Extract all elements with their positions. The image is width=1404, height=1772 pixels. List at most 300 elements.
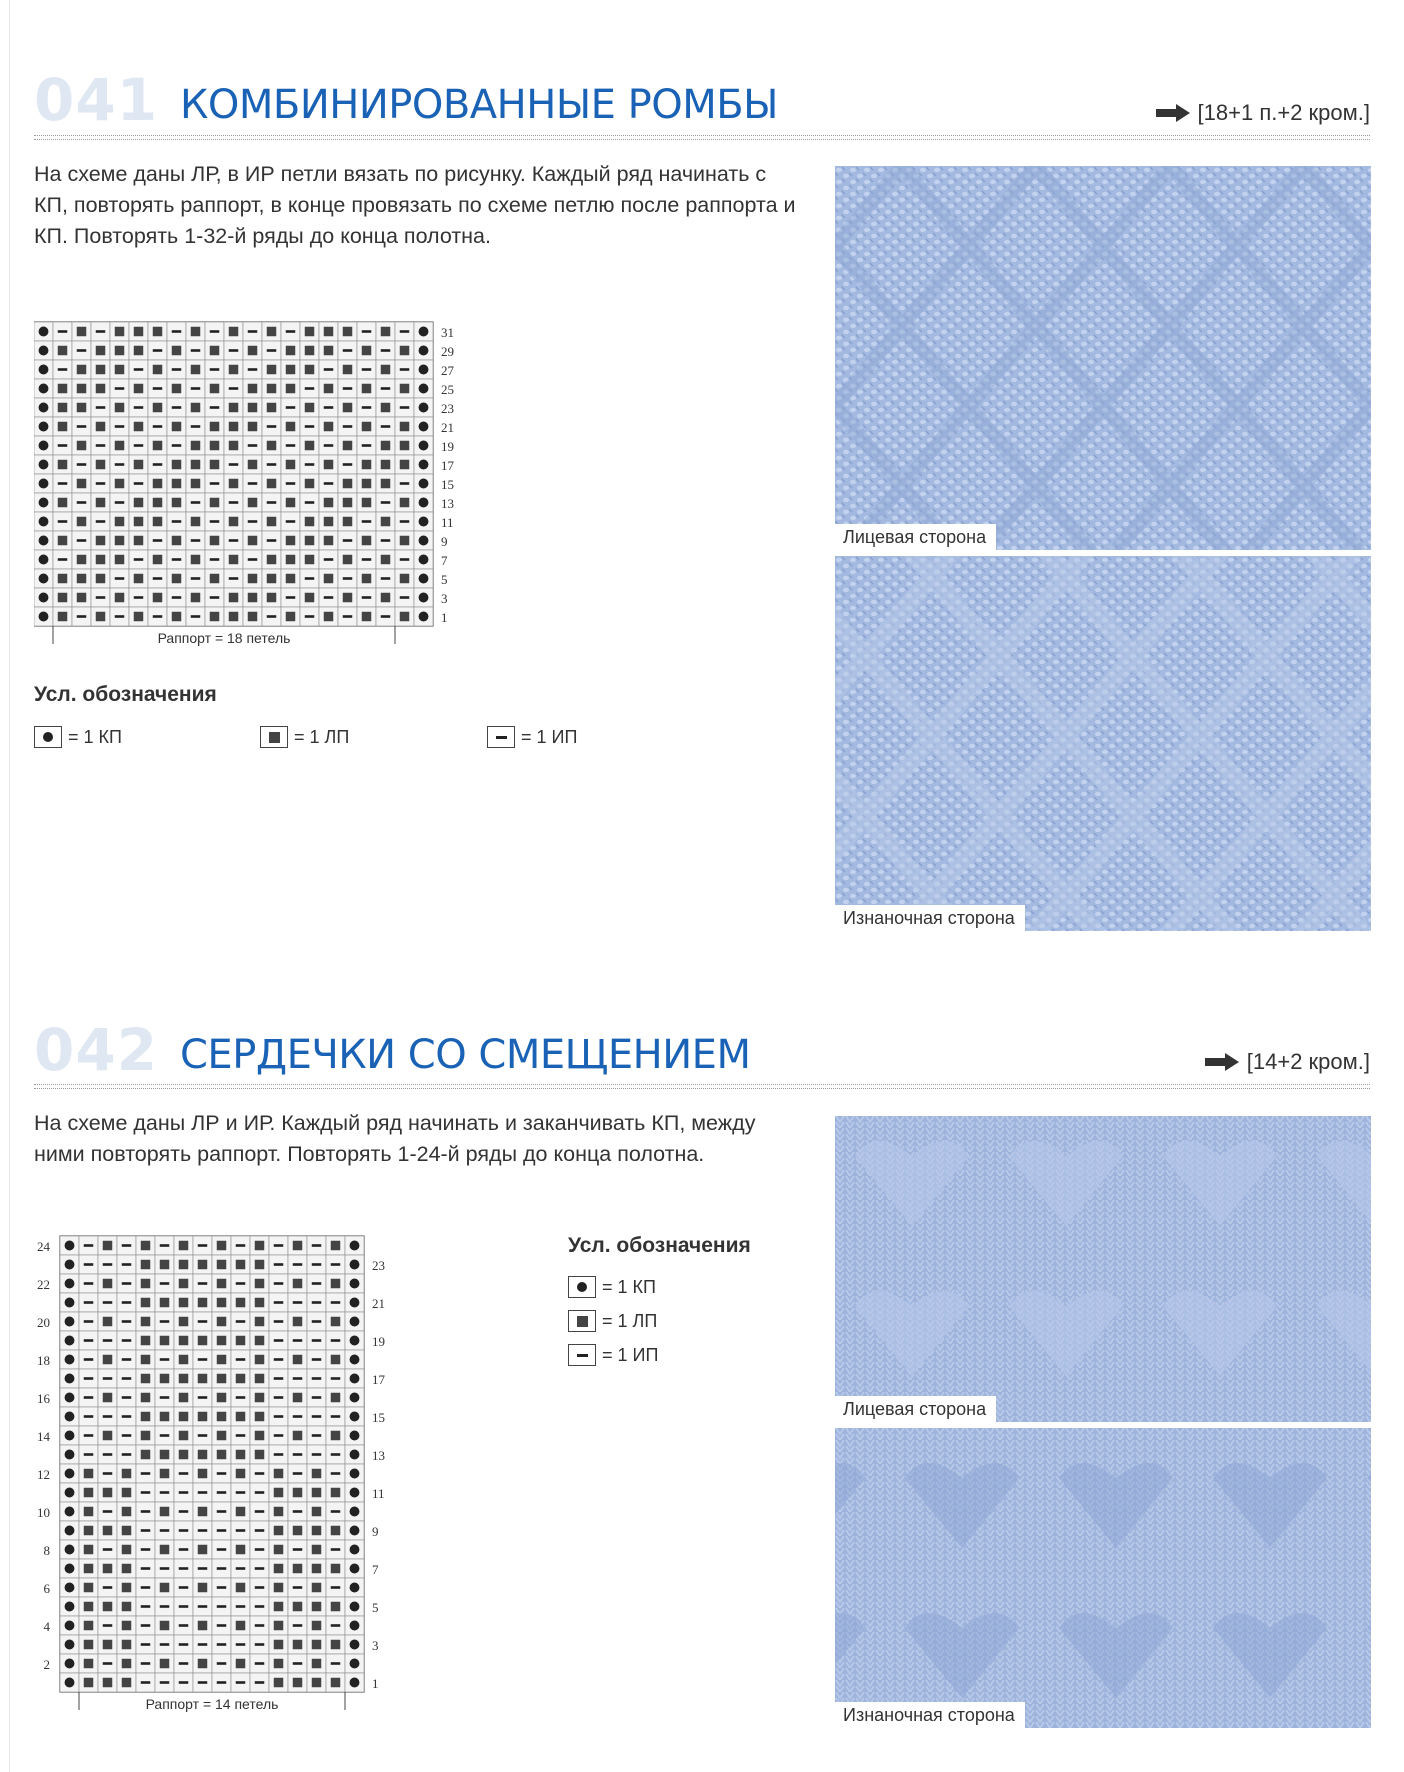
dash-icon bbox=[286, 330, 296, 333]
filled-square-icon bbox=[160, 1545, 170, 1555]
filled-square-icon bbox=[84, 1507, 94, 1517]
filled-square-icon bbox=[255, 1355, 265, 1365]
dash-icon bbox=[141, 1510, 151, 1513]
dash-icon bbox=[274, 1282, 284, 1285]
dash-icon bbox=[191, 539, 201, 542]
filled-square-icon bbox=[255, 1374, 265, 1384]
filled-square-icon bbox=[312, 1564, 322, 1574]
photo-label: Лицевая сторона bbox=[835, 1396, 996, 1422]
filled-square-icon bbox=[293, 1241, 303, 1251]
filled-square-icon bbox=[191, 365, 201, 375]
filled-square-icon bbox=[331, 1526, 341, 1536]
filled-square-icon bbox=[210, 441, 220, 451]
filled-square-icon bbox=[103, 1241, 113, 1251]
dash-icon bbox=[134, 596, 144, 599]
filled-square-icon bbox=[217, 1412, 227, 1422]
dash-icon bbox=[84, 1339, 94, 1342]
filled-square-icon bbox=[160, 1412, 170, 1422]
filled-square-icon bbox=[331, 1488, 341, 1498]
filled-square-icon bbox=[400, 422, 410, 432]
dash-icon bbox=[267, 615, 277, 618]
filled-square-icon bbox=[153, 555, 163, 565]
dash-icon bbox=[172, 406, 182, 409]
dash-icon bbox=[305, 463, 315, 466]
filled-square-icon bbox=[191, 479, 201, 489]
dash-icon bbox=[324, 406, 334, 409]
dash-icon bbox=[96, 596, 106, 599]
filled-square-icon bbox=[198, 1659, 208, 1669]
dash-icon bbox=[160, 1567, 170, 1570]
filled-square-icon bbox=[312, 1621, 322, 1631]
filled-square-icon bbox=[141, 1260, 151, 1270]
filled-square-icon bbox=[134, 422, 144, 432]
dot-icon bbox=[39, 441, 49, 451]
filled-square-icon bbox=[179, 1317, 189, 1327]
dash-icon bbox=[122, 1301, 132, 1304]
dash-icon bbox=[179, 1491, 189, 1494]
dash-icon bbox=[122, 1434, 132, 1437]
knit-texture-image bbox=[835, 1116, 1371, 1422]
dash-icon bbox=[84, 1453, 94, 1456]
photo-label: Лицевая сторона bbox=[835, 524, 996, 550]
filled-square-icon bbox=[248, 403, 258, 413]
filled-square-icon bbox=[179, 1431, 189, 1441]
filled-square-icon bbox=[229, 441, 239, 451]
dash-icon bbox=[331, 1263, 341, 1266]
filled-square-icon bbox=[255, 1431, 265, 1441]
row-number: 9 bbox=[441, 534, 448, 550]
filled-square-icon bbox=[103, 1488, 113, 1498]
dot-icon bbox=[419, 612, 429, 622]
filled-square-icon bbox=[84, 1469, 94, 1479]
filled-square-icon bbox=[305, 479, 315, 489]
dash-icon bbox=[331, 1548, 341, 1551]
dash-icon bbox=[84, 1358, 94, 1361]
filled-square-icon bbox=[343, 365, 353, 375]
dash-icon bbox=[362, 406, 372, 409]
filled-square-icon bbox=[312, 1583, 322, 1593]
filled-square-icon bbox=[236, 1298, 246, 1308]
dash-icon bbox=[286, 406, 296, 409]
dash-icon bbox=[141, 1643, 151, 1646]
filled-square-icon bbox=[217, 1241, 227, 1251]
filled-square-icon bbox=[293, 1317, 303, 1327]
dot-icon bbox=[39, 422, 49, 432]
filled-square-icon bbox=[58, 536, 68, 546]
pattern-title: СЕРДЕЧКИ СО СМЕЩЕНИЕМ bbox=[180, 1032, 751, 1078]
filled-square-icon bbox=[362, 384, 372, 394]
dot-icon bbox=[65, 1336, 75, 1346]
dash-icon bbox=[160, 1282, 170, 1285]
dot-icon bbox=[419, 365, 429, 375]
row-number: 21 bbox=[372, 1296, 385, 1312]
dot-icon bbox=[350, 1336, 360, 1346]
filled-square-icon bbox=[134, 384, 144, 394]
filled-square-icon bbox=[153, 441, 163, 451]
dash-icon bbox=[331, 1301, 341, 1304]
filled-square-icon bbox=[381, 441, 391, 451]
dot-icon bbox=[419, 346, 429, 356]
filled-square-icon bbox=[229, 422, 239, 432]
row-number: 31 bbox=[441, 325, 454, 341]
dash-icon bbox=[217, 1643, 227, 1646]
dash-icon bbox=[153, 425, 163, 428]
row-number: 20 bbox=[37, 1315, 50, 1331]
filled-square-icon bbox=[286, 346, 296, 356]
filled-square-icon bbox=[267, 593, 277, 603]
dash-icon bbox=[274, 1453, 284, 1456]
filled-square-icon bbox=[160, 1450, 170, 1460]
filled-square-icon bbox=[58, 346, 68, 356]
dash-icon bbox=[103, 1586, 113, 1589]
filled-square-icon bbox=[267, 441, 277, 451]
dash-icon bbox=[381, 425, 391, 428]
dash-icon bbox=[293, 1548, 303, 1551]
filled-square-icon bbox=[312, 1678, 322, 1688]
filled-square-icon bbox=[210, 384, 220, 394]
dot-icon bbox=[65, 1431, 75, 1441]
filled-square-icon bbox=[134, 460, 144, 470]
filled-square-icon bbox=[198, 1583, 208, 1593]
dash-icon bbox=[141, 1472, 151, 1475]
row-number: 23 bbox=[441, 401, 454, 417]
filled-square-icon bbox=[96, 574, 106, 584]
filled-square-icon bbox=[84, 1602, 94, 1612]
filled-square-icon bbox=[229, 403, 239, 413]
filled-square-icon bbox=[274, 1564, 284, 1574]
dot-icon bbox=[419, 460, 429, 470]
dash-icon bbox=[122, 1377, 132, 1380]
filled-square-icon bbox=[362, 422, 372, 432]
filled-square-icon bbox=[134, 517, 144, 527]
dot-icon bbox=[350, 1374, 360, 1384]
dot-icon bbox=[350, 1279, 360, 1289]
filled-square-icon bbox=[248, 574, 258, 584]
filled-square-icon bbox=[217, 1431, 227, 1441]
stitch-count-text: [14+2 кром.] bbox=[1246, 1049, 1370, 1074]
filled-square-icon bbox=[236, 1374, 246, 1384]
dash-icon bbox=[217, 1548, 227, 1551]
filled-square-icon bbox=[248, 422, 258, 432]
dot-icon bbox=[350, 1602, 360, 1612]
filled-square-icon bbox=[362, 460, 372, 470]
dash-icon bbox=[103, 1510, 113, 1513]
filled-square-icon bbox=[400, 612, 410, 622]
filled-square-icon bbox=[362, 346, 372, 356]
filled-square-icon bbox=[122, 1583, 132, 1593]
dash-icon bbox=[198, 1396, 208, 1399]
dot-icon bbox=[65, 1260, 75, 1270]
filled-square-icon bbox=[134, 346, 144, 356]
filled-square-icon bbox=[312, 1602, 322, 1612]
dash-icon bbox=[122, 1396, 132, 1399]
filled-square-icon bbox=[77, 479, 87, 489]
filled-square-icon bbox=[255, 1317, 265, 1327]
dot-icon bbox=[65, 1298, 75, 1308]
dot-icon bbox=[350, 1526, 360, 1536]
dash-icon bbox=[77, 463, 87, 466]
dash-icon bbox=[160, 1681, 170, 1684]
filled-square-icon bbox=[191, 517, 201, 527]
filled-square-icon bbox=[58, 574, 68, 584]
filled-square-icon bbox=[179, 1298, 189, 1308]
legend-item-kp bbox=[568, 1276, 656, 1298]
filled-square-icon bbox=[400, 536, 410, 546]
filled-square-icon bbox=[198, 1336, 208, 1346]
dash-icon bbox=[141, 1548, 151, 1551]
filled-square-icon bbox=[58, 460, 68, 470]
filled-square-icon bbox=[248, 384, 258, 394]
filled-square-icon bbox=[274, 1507, 284, 1517]
dot-icon bbox=[350, 1412, 360, 1422]
filled-square-icon bbox=[179, 1260, 189, 1270]
filled-square-icon bbox=[191, 460, 201, 470]
dash-icon bbox=[153, 615, 163, 618]
filled-square-icon bbox=[324, 517, 334, 527]
filled-square-icon bbox=[312, 1488, 322, 1498]
dash-icon bbox=[153, 387, 163, 390]
filled-square-icon bbox=[198, 1298, 208, 1308]
dot-icon bbox=[350, 1564, 360, 1574]
filled-square-icon bbox=[84, 1659, 94, 1669]
dash-icon bbox=[331, 1339, 341, 1342]
dash-icon bbox=[103, 1472, 113, 1475]
dash-icon bbox=[198, 1244, 208, 1247]
dash-icon bbox=[568, 1344, 596, 1366]
dash-icon bbox=[362, 520, 372, 523]
filled-square-icon bbox=[274, 1659, 284, 1669]
filled-square-icon bbox=[103, 1526, 113, 1536]
filled-square-icon bbox=[122, 1488, 132, 1498]
dash-icon bbox=[305, 387, 315, 390]
swatch-photo-front bbox=[835, 1116, 1371, 1422]
row-number: 1 bbox=[441, 610, 448, 626]
filled-square-icon bbox=[210, 574, 220, 584]
filled-square-icon bbox=[331, 1241, 341, 1251]
filled-square-icon bbox=[217, 1374, 227, 1384]
filled-square-icon bbox=[84, 1678, 94, 1688]
photo-label: Изнаночная сторона bbox=[835, 905, 1025, 931]
dot-icon bbox=[65, 1659, 75, 1669]
dash-icon bbox=[122, 1244, 132, 1247]
row-number: 11 bbox=[372, 1486, 385, 1502]
filled-square-icon bbox=[255, 1298, 265, 1308]
filled-square-icon bbox=[58, 422, 68, 432]
filled-square-icon bbox=[217, 1298, 227, 1308]
filled-square-icon bbox=[274, 1469, 284, 1479]
dash-icon bbox=[381, 387, 391, 390]
filled-square-icon bbox=[286, 365, 296, 375]
filled-square-icon bbox=[236, 1260, 246, 1270]
filled-square-icon bbox=[324, 536, 334, 546]
dot-icon bbox=[350, 1488, 360, 1498]
dash-icon bbox=[179, 1681, 189, 1684]
filled-square-icon bbox=[134, 498, 144, 508]
dash-icon bbox=[305, 425, 315, 428]
dash-icon bbox=[343, 387, 353, 390]
filled-square-icon bbox=[312, 1526, 322, 1536]
row-number: 13 bbox=[372, 1448, 385, 1464]
dash-icon bbox=[115, 425, 125, 428]
legend-text: = 1 ИП bbox=[521, 726, 578, 747]
dot-icon bbox=[65, 1241, 75, 1251]
filled-square-icon bbox=[274, 1640, 284, 1650]
filled-square-icon bbox=[179, 1374, 189, 1384]
filled-square-icon bbox=[331, 1355, 341, 1365]
filled-square-icon bbox=[324, 384, 334, 394]
dash-icon bbox=[198, 1605, 208, 1608]
filled-square-icon bbox=[153, 327, 163, 337]
filled-square-icon bbox=[103, 1564, 113, 1574]
filled-square-icon bbox=[96, 365, 106, 375]
dash-icon bbox=[77, 539, 87, 542]
row-number: 25 bbox=[441, 382, 454, 398]
filled-square-icon bbox=[84, 1621, 94, 1631]
filled-square-icon bbox=[274, 1526, 284, 1536]
filled-square-icon bbox=[103, 1317, 113, 1327]
legend-item-ip bbox=[487, 726, 577, 748]
dash-icon bbox=[115, 387, 125, 390]
dash-icon bbox=[210, 406, 220, 409]
dot-icon bbox=[350, 1298, 360, 1308]
dot-icon bbox=[350, 1583, 360, 1593]
filled-square-icon bbox=[160, 1260, 170, 1270]
dash-icon bbox=[172, 444, 182, 447]
filled-square-icon bbox=[179, 1336, 189, 1346]
dot-icon bbox=[419, 498, 429, 508]
dash-icon bbox=[172, 368, 182, 371]
legend-item-kp bbox=[34, 726, 122, 748]
row-number: 17 bbox=[441, 458, 454, 474]
row-number: 22 bbox=[37, 1277, 50, 1293]
dot-icon bbox=[350, 1317, 360, 1327]
dash-icon bbox=[179, 1662, 189, 1665]
filled-square-icon bbox=[236, 1450, 246, 1460]
filled-square-icon bbox=[160, 1374, 170, 1384]
filled-square-icon bbox=[293, 1431, 303, 1441]
row-number: 16 bbox=[37, 1391, 50, 1407]
filled-square-icon bbox=[324, 422, 334, 432]
dash-icon bbox=[236, 1567, 246, 1570]
filled-square-icon bbox=[381, 555, 391, 565]
dash-icon bbox=[153, 577, 163, 580]
dash-icon bbox=[312, 1282, 322, 1285]
dash-icon bbox=[312, 1396, 322, 1399]
dot-icon bbox=[419, 441, 429, 451]
filled-square-icon bbox=[362, 612, 372, 622]
dash-icon bbox=[312, 1339, 322, 1342]
dash-icon bbox=[267, 539, 277, 542]
filled-square-icon bbox=[217, 1450, 227, 1460]
filled-square-icon bbox=[286, 612, 296, 622]
filled-square-icon bbox=[217, 1355, 227, 1365]
filled-square-icon bbox=[381, 593, 391, 603]
filled-square-icon bbox=[172, 460, 182, 470]
dash-icon bbox=[400, 482, 410, 485]
dash-icon bbox=[324, 482, 334, 485]
filled-square-icon bbox=[274, 1488, 284, 1498]
filled-square-icon bbox=[103, 1678, 113, 1688]
filled-square-icon bbox=[293, 1488, 303, 1498]
dash-icon bbox=[236, 1282, 246, 1285]
filled-square-icon bbox=[179, 1279, 189, 1289]
filled-square-icon bbox=[293, 1602, 303, 1612]
filled-square-icon bbox=[293, 1640, 303, 1650]
dash-icon bbox=[84, 1244, 94, 1247]
legend-text: = 1 ЛП bbox=[294, 726, 350, 747]
row-number: 12 bbox=[37, 1467, 50, 1483]
dash-icon bbox=[179, 1605, 189, 1608]
dot-icon bbox=[350, 1545, 360, 1555]
dash-icon bbox=[274, 1339, 284, 1342]
dash-icon bbox=[324, 596, 334, 599]
filled-square-icon bbox=[122, 1640, 132, 1650]
dash-icon bbox=[58, 368, 68, 371]
filled-square-icon bbox=[236, 1507, 246, 1517]
filled-square-icon bbox=[172, 384, 182, 394]
dot-icon bbox=[39, 384, 49, 394]
dash-icon bbox=[248, 558, 258, 561]
dash-icon bbox=[267, 501, 277, 504]
filled-square-icon bbox=[58, 498, 68, 508]
dash-icon bbox=[160, 1358, 170, 1361]
filled-square-icon bbox=[312, 1659, 322, 1669]
filled-square-icon bbox=[362, 574, 372, 584]
dot-icon bbox=[65, 1374, 75, 1384]
filled-square-icon bbox=[229, 365, 239, 375]
dot-icon bbox=[65, 1640, 75, 1650]
filled-square-icon bbox=[179, 1241, 189, 1251]
dot-icon bbox=[419, 384, 429, 394]
dot-icon bbox=[65, 1450, 75, 1460]
filled-square-icon bbox=[236, 1545, 246, 1555]
dash-icon bbox=[96, 482, 106, 485]
filled-square-icon bbox=[191, 403, 201, 413]
dash-icon bbox=[191, 577, 201, 580]
pattern-title: КОМБИНИРОВАННЫЕ РОМБЫ bbox=[180, 82, 778, 128]
dash-icon bbox=[248, 482, 258, 485]
dash-icon bbox=[141, 1529, 151, 1532]
dash-icon bbox=[84, 1301, 94, 1304]
filled-square-icon bbox=[305, 403, 315, 413]
dash-icon bbox=[400, 558, 410, 561]
dot-icon bbox=[39, 536, 49, 546]
filled-square-icon bbox=[286, 574, 296, 584]
dash-icon bbox=[487, 726, 515, 748]
dot-icon bbox=[39, 479, 49, 489]
filled-square-icon bbox=[305, 536, 315, 546]
filled-square-icon bbox=[324, 460, 334, 470]
filled-square-icon bbox=[141, 1450, 151, 1460]
filled-square-icon bbox=[293, 1678, 303, 1688]
dash-icon bbox=[217, 1567, 227, 1570]
dash-icon bbox=[210, 558, 220, 561]
dash-icon bbox=[293, 1453, 303, 1456]
filled-square-icon bbox=[103, 1393, 113, 1403]
dash-icon bbox=[248, 330, 258, 333]
dash-icon bbox=[96, 444, 106, 447]
filled-square-icon bbox=[324, 346, 334, 356]
dash-icon bbox=[331, 1624, 341, 1627]
filled-square-icon bbox=[286, 555, 296, 565]
dash-icon bbox=[160, 1605, 170, 1608]
filled-square-icon bbox=[305, 327, 315, 337]
filled-square-icon bbox=[160, 1621, 170, 1631]
dash-icon bbox=[274, 1301, 284, 1304]
filled-square-icon bbox=[141, 1393, 151, 1403]
dash-icon bbox=[236, 1605, 246, 1608]
dash-icon bbox=[255, 1662, 265, 1665]
